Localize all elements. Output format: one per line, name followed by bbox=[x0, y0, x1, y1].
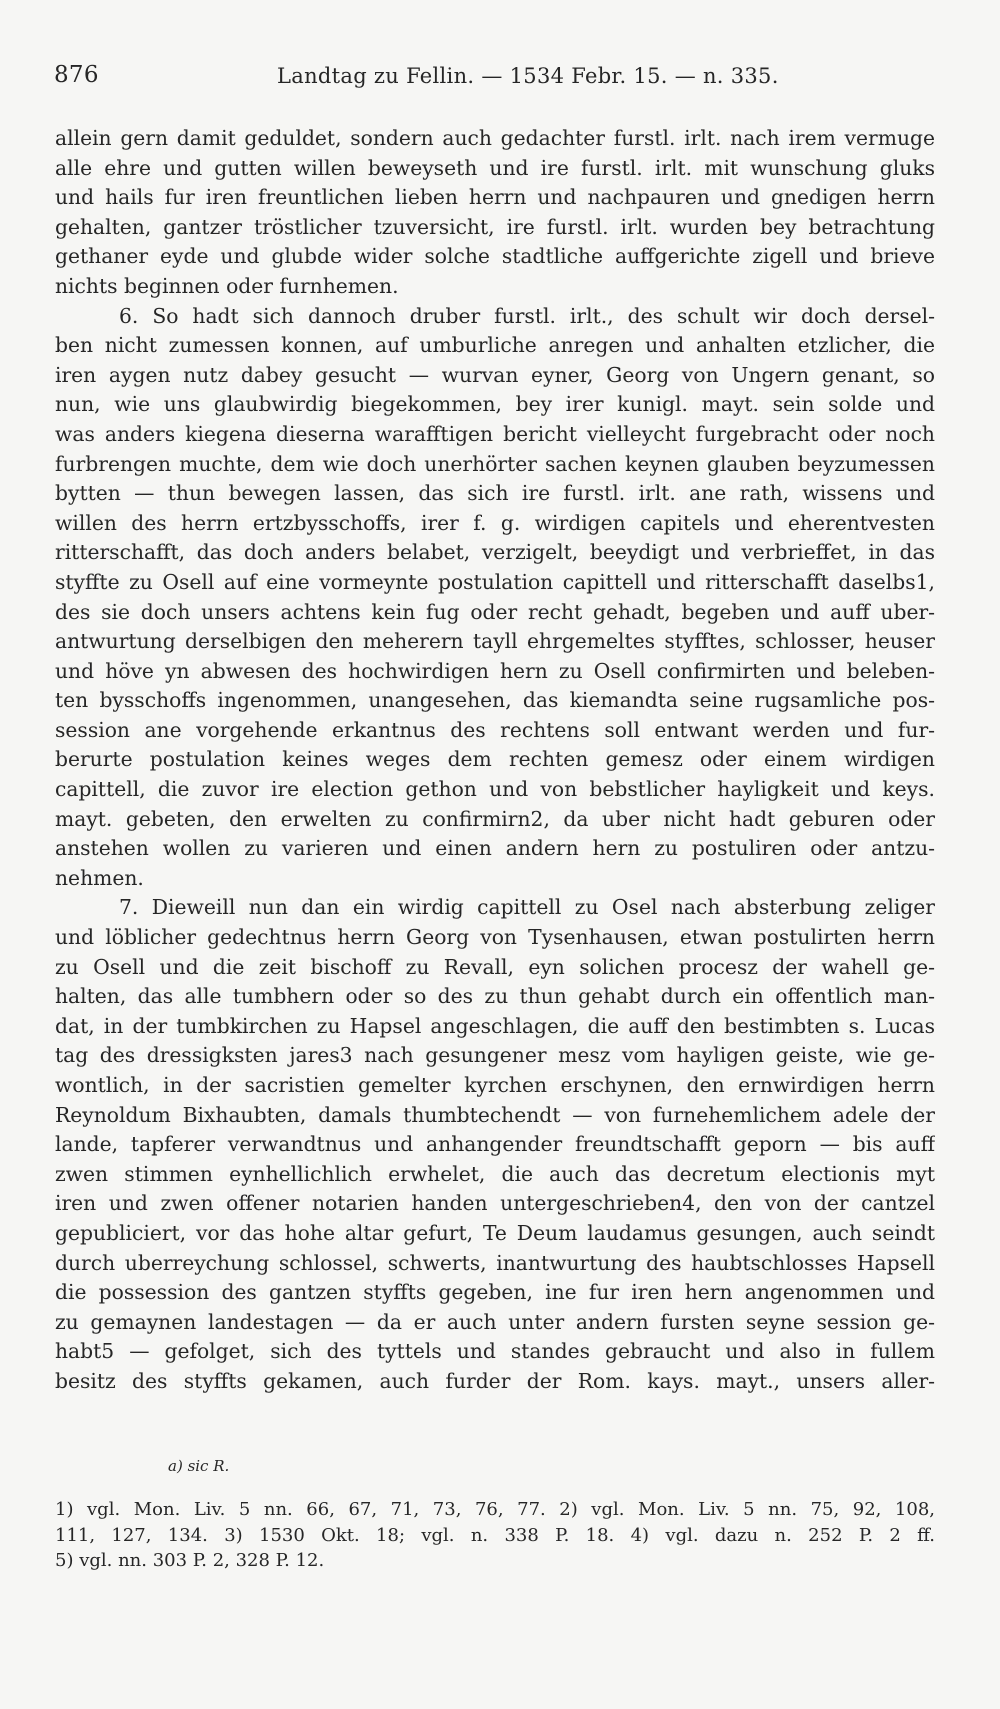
page-number: 876 bbox=[54, 62, 99, 88]
text-line: berurte postulation keines weges dem rechten gemesz oder einem wirdigen bbox=[55, 747, 935, 772]
text-line: 7. Dieweill nun dan ein wirdig capittell zu Osel nach absterbung zeliger bbox=[119, 895, 935, 920]
page-header bbox=[52, 62, 940, 98]
text-line: des sie doch unsers achtens kein fug oder recht gehadt, begeben und auff uber- bbox=[55, 599, 935, 624]
text-line: die possession des gantzen styffts gegeben, ine fur iren hern angenommen und bbox=[55, 1280, 935, 1305]
text-line: was anders kiegena dieserna warafftigen bericht vielleycht furgebracht oder noch bbox=[55, 421, 935, 446]
text-line: besitz des styffts gekamen, auch furder der Rom. kays. mayt., unsers aller- bbox=[55, 1368, 935, 1393]
text-line: wontlich, in der sacristien gemelter kyrchen erschynen, den ernwirdigen herrn bbox=[55, 1073, 935, 1097]
text-line: nichts beginnen oder furnhemen. bbox=[55, 273, 399, 298]
text-line: gehalten, gantzer tröstlicher tzuversicht, ire furstl. irlt. wurden bey betrachtung bbox=[55, 214, 935, 239]
text-line: Reynoldum Bixhaubten, damals thumbtechendt — von furnehemlichem adele der bbox=[55, 1102, 935, 1127]
text-line: zu gemaynen landestagen — da er auch unter andern fursten seyne session ge- bbox=[55, 1309, 935, 1334]
text-line: nun, wie uns glaubwirdig biegekommen, bey irer kunigl. mayt. sein solde und bbox=[55, 392, 935, 417]
text-line: furbrengen muchte, dem wie doch unerhörter sachen keynen glauben beyzumessen bbox=[55, 451, 935, 476]
text-line: lande, tapferer verwandtnus und anhangender freundtschafft geporn — bis auff bbox=[55, 1132, 935, 1157]
footnote-line: 5) vgl. nn. 303 P. 2, 328 P. 12. bbox=[55, 1550, 325, 1572]
footnotes bbox=[55, 1497, 935, 1574]
text-line: ritterschafft, das doch anders belabet, verzigelt, beeydigt und verbrieffet, in das bbox=[55, 540, 935, 565]
text-line: 6. So hadt sich dannoch druber furstl. irlt., des schult wir doch dersel- bbox=[119, 303, 935, 328]
text-line: willen des herrn ertzbysschoffs, irer f. g. wirdigen capitels und eherentvesten bbox=[55, 510, 935, 535]
text-line: ten bysschoffs ingenommen, unangesehen, das kiemandta seine rugsamliche pos- bbox=[55, 688, 935, 713]
footnote-line: 111, 127, 134. 3) 1530 Okt. 18; vgl. n. 338 P. 18. 4) vgl. dazu n. 252 P. 2 ff. bbox=[55, 1524, 935, 1546]
footnote-marker: a) sic R. bbox=[168, 1457, 230, 1475]
text-line: dat, in der tumbkirchen zu Hapsel angeschlagen, die auff den bestimbten s. Lucas bbox=[55, 1013, 935, 1038]
text-line: ben nicht zumessen konnen, auf umburliche anregen und anhalten etzlicher, die bbox=[55, 333, 935, 358]
text-line: session ane vorgehende erkantnus des rechtens soll entwant werden und fur- bbox=[55, 717, 935, 742]
text-line: halten, das alle tumbhern oder so des zu thun gehabt durch ein offentlich man- bbox=[55, 984, 935, 1009]
text-line: gepubliciert, vor das hohe altar gefurt, Te Deum laudamus gesungen, auch seindt bbox=[55, 1220, 935, 1245]
text-line: durch uberreychung schlossel, schwerts, inantwurtung des haubtschlosses Hapsell bbox=[55, 1250, 935, 1275]
text-line: iren und zwen offener notarien handen untergeschrieben4, den von der cantzel bbox=[55, 1191, 935, 1216]
text-line: iren aygen nutz dabey gesucht — wurvan eyner, Georg von Ungern genant, so bbox=[55, 362, 935, 387]
text-line: styffte zu Osell auf eine vormeynte postulation capittell und ritterschafft daselbs1, bbox=[55, 569, 935, 594]
text-line: gethaner eyde und glubde wider solche stadtliche auffgerichte zigell und brieve bbox=[55, 244, 935, 269]
footnote-line: 1) vgl. Mon. Liv. 5 nn. 66, 67, 71, 73, 76, 77. 2) vgl. Mon. Liv. 5 nn. 75, 92, 108, bbox=[55, 1499, 935, 1520]
text-line: und hails fur iren freuntlichen lieben herrn und nachpauren und gnedigen herrn bbox=[55, 185, 935, 210]
text-line: und löblicher gedechtnus herrn Georg von Tysenhausen, etwan postulirten herrn bbox=[55, 925, 935, 950]
text-line: anstehen wollen zu varieren und einen andern hern zu postuliren oder antzu- bbox=[55, 836, 935, 861]
text-line: antwurtung derselbigen den meherern tayll ehrgemeltes styfftes, schlosser, heuser bbox=[55, 629, 935, 654]
text-line: capittell, die zuvor ire election gethon und von bebstlicher hayligkeit und keys. bbox=[55, 777, 935, 802]
text-line: nehmen. bbox=[55, 865, 144, 890]
body-text bbox=[55, 124, 935, 1397]
text-line: alle ehre und gutten willen beweyseth und ire furstl. irlt. mit wunschung gluks bbox=[55, 155, 935, 180]
text-line: allein gern damit geduldet, sondern auch gedachter furstl. irlt. nach irem vermuge bbox=[55, 126, 935, 150]
text-line: zwen stimmen eynhellichlich erwhelet, die auch das decretum electionis myt bbox=[55, 1161, 935, 1186]
text-line: habt5 — gefolget, sich des tyttels und standes gebraucht und also in fullem bbox=[55, 1339, 935, 1364]
running-title: Landtag zu Fellin. — 1534 Febr. 15. — n. 335. bbox=[277, 64, 779, 88]
text-line: und höve yn abwesen des hochwirdigen hern zu Osell confirmirten und beleben- bbox=[55, 658, 935, 683]
text-line: tag des dressigksten jares3 nach gesungener mesz vom hayligen geiste, wie ge- bbox=[55, 1043, 935, 1068]
text-line: mayt. gebeten, den erwelten zu confirmirn2, da uber nicht hadt geburen oder bbox=[55, 806, 935, 831]
text-line: bytten — thun bewegen lassen, das sich ire furstl. irlt. ane rath, wissens und bbox=[55, 481, 935, 506]
text-line: zu Osell und die zeit bischoff zu Revall, eyn solichen procesz der wahell ge- bbox=[55, 954, 935, 979]
